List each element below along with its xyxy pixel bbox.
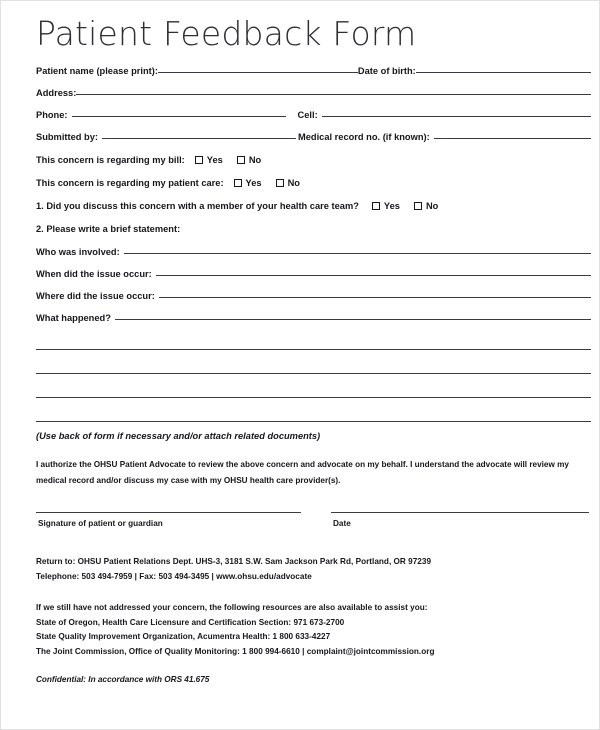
question-discussed-with-team — [36, 201, 591, 211]
field-row-submitted-by — [36, 132, 591, 142]
signature-caption: Signature of patient or guardian — [38, 519, 163, 528]
resource-item: State of Oregon, Health Care Licensure and Certification Section: 971 673-2700 — [36, 617, 345, 627]
authorization-paragraph: I authorize the OHSU Patient Advocate to review the above concern and advocate on my behalf. I understand the advocate will review my medical record and/or discuss my case with my OHSU health care provider(s). — [36, 460, 569, 485]
question-patient-care-option-no[interactable] — [276, 178, 300, 188]
blank-line[interactable] — [36, 421, 591, 422]
where-did-issue-occur-label: Where did the issue occur: — [36, 291, 155, 301]
question-bill-option-yes[interactable] — [195, 155, 223, 165]
question-bill-yes-label: Yes — [206, 155, 223, 165]
question-bill — [36, 155, 591, 165]
field-row-address — [36, 88, 591, 98]
patient-name-label: Patient name (please print): — [36, 66, 158, 76]
cell-label: Cell: — [297, 110, 318, 120]
page-title: Patient Feedback Form — [36, 14, 417, 53]
question-discussed-yes-label: Yes — [383, 201, 400, 211]
what-happened-input[interactable] — [115, 319, 591, 320]
what-happened-label: What happened? — [36, 313, 111, 323]
confidential-note: Confidential: In accordance with ORS 41.675 — [36, 675, 210, 684]
cell-input[interactable] — [322, 116, 591, 117]
question-patient-care — [36, 178, 591, 188]
checkbox-icon[interactable] — [414, 202, 422, 210]
blank-line[interactable] — [36, 349, 591, 350]
question-patient-care-yes-label: Yes — [245, 178, 262, 188]
date-of-birth-label: Date of birth: — [357, 66, 416, 76]
medical-record-no-input[interactable] — [434, 138, 591, 139]
question-discussed-no-label: No — [425, 201, 439, 211]
field-row-what-happened — [36, 313, 591, 323]
field-row-patient-name — [36, 66, 591, 76]
date-of-birth-input[interactable] — [416, 72, 591, 73]
address-input[interactable] — [76, 94, 591, 95]
statement-prompt: 2. Please write a brief statement: — [36, 224, 181, 234]
checkbox-icon[interactable] — [276, 179, 284, 187]
question-bill-no-label: No — [248, 155, 262, 165]
when-did-issue-occur-label: When did the issue occur: — [36, 269, 152, 279]
question-patient-care-option-yes[interactable] — [234, 178, 262, 188]
who-was-involved-input[interactable] — [124, 253, 591, 254]
return-contact-line: Telephone: 503 494-7959 | Fax: 503 494-3495 | www.ohsu.edu/advocate — [36, 572, 312, 581]
form-content — [36, 1, 591, 684]
field-row-when-did-issue-occur — [36, 269, 591, 279]
signature-date-input[interactable] — [331, 512, 589, 513]
resources-block — [36, 601, 591, 659]
where-did-issue-occur-input[interactable] — [159, 297, 591, 298]
blank-line[interactable] — [36, 397, 591, 398]
submitted-by-input[interactable] — [102, 138, 296, 139]
signature-input[interactable] — [36, 512, 301, 513]
signature-block — [36, 512, 591, 538]
checkbox-icon[interactable] — [234, 179, 242, 187]
phone-label: Phone: — [36, 110, 68, 120]
return-info-block — [36, 554, 591, 584]
medical-record-no-label: Medical record no. (if known): — [297, 132, 430, 142]
address-label: Address: — [36, 88, 77, 98]
question-bill-option-no[interactable] — [237, 155, 261, 165]
checkbox-icon[interactable] — [372, 202, 380, 210]
back-of-form-note: (Use back of form if necessary and/or attach related documents) — [36, 431, 321, 441]
patient-name-input[interactable] — [158, 72, 358, 73]
phone-input[interactable] — [72, 116, 286, 117]
signature-date-caption: Date — [333, 519, 351, 528]
who-was-involved-label: Who was involved: — [36, 247, 120, 257]
field-row-who-was-involved — [36, 247, 591, 257]
resource-item: The Joint Commission, Office of Quality Monitoring: 1 800 994-6610 | complaint@jointcommission.org — [36, 646, 435, 656]
resource-item: State Quality Improvement Organization, Acumentra Health: 1 800 633-4227 — [36, 632, 331, 641]
question-discussed-option-no[interactable] — [414, 201, 438, 211]
when-did-issue-occur-input[interactable] — [156, 275, 591, 276]
question-discussed-text: 1. Did you discuss this concern with a member of your health care team? — [36, 201, 359, 211]
blank-line[interactable] — [36, 373, 591, 374]
checkbox-icon[interactable] — [195, 156, 203, 164]
field-row-phone — [36, 110, 591, 120]
question-bill-text: This concern is regarding my bill: — [36, 155, 185, 165]
question-patient-care-text: This concern is regarding my patient care: — [36, 178, 224, 188]
field-row-where-did-issue-occur — [36, 291, 591, 301]
question-patient-care-no-label: No — [287, 178, 300, 188]
resources-intro: If we still have not addressed your concern, the following resources are also available to assist you: — [36, 603, 428, 612]
checkbox-icon[interactable] — [237, 156, 245, 164]
question-discussed-option-yes[interactable] — [372, 201, 400, 211]
return-address-line: Return to: OHSU Patient Relations Dept. UHS-3, 3181 S.W. Sam Jackson Park Rd, Portland, OR 97239 — [36, 557, 432, 566]
submitted-by-label: Submitted by: — [36, 132, 98, 142]
